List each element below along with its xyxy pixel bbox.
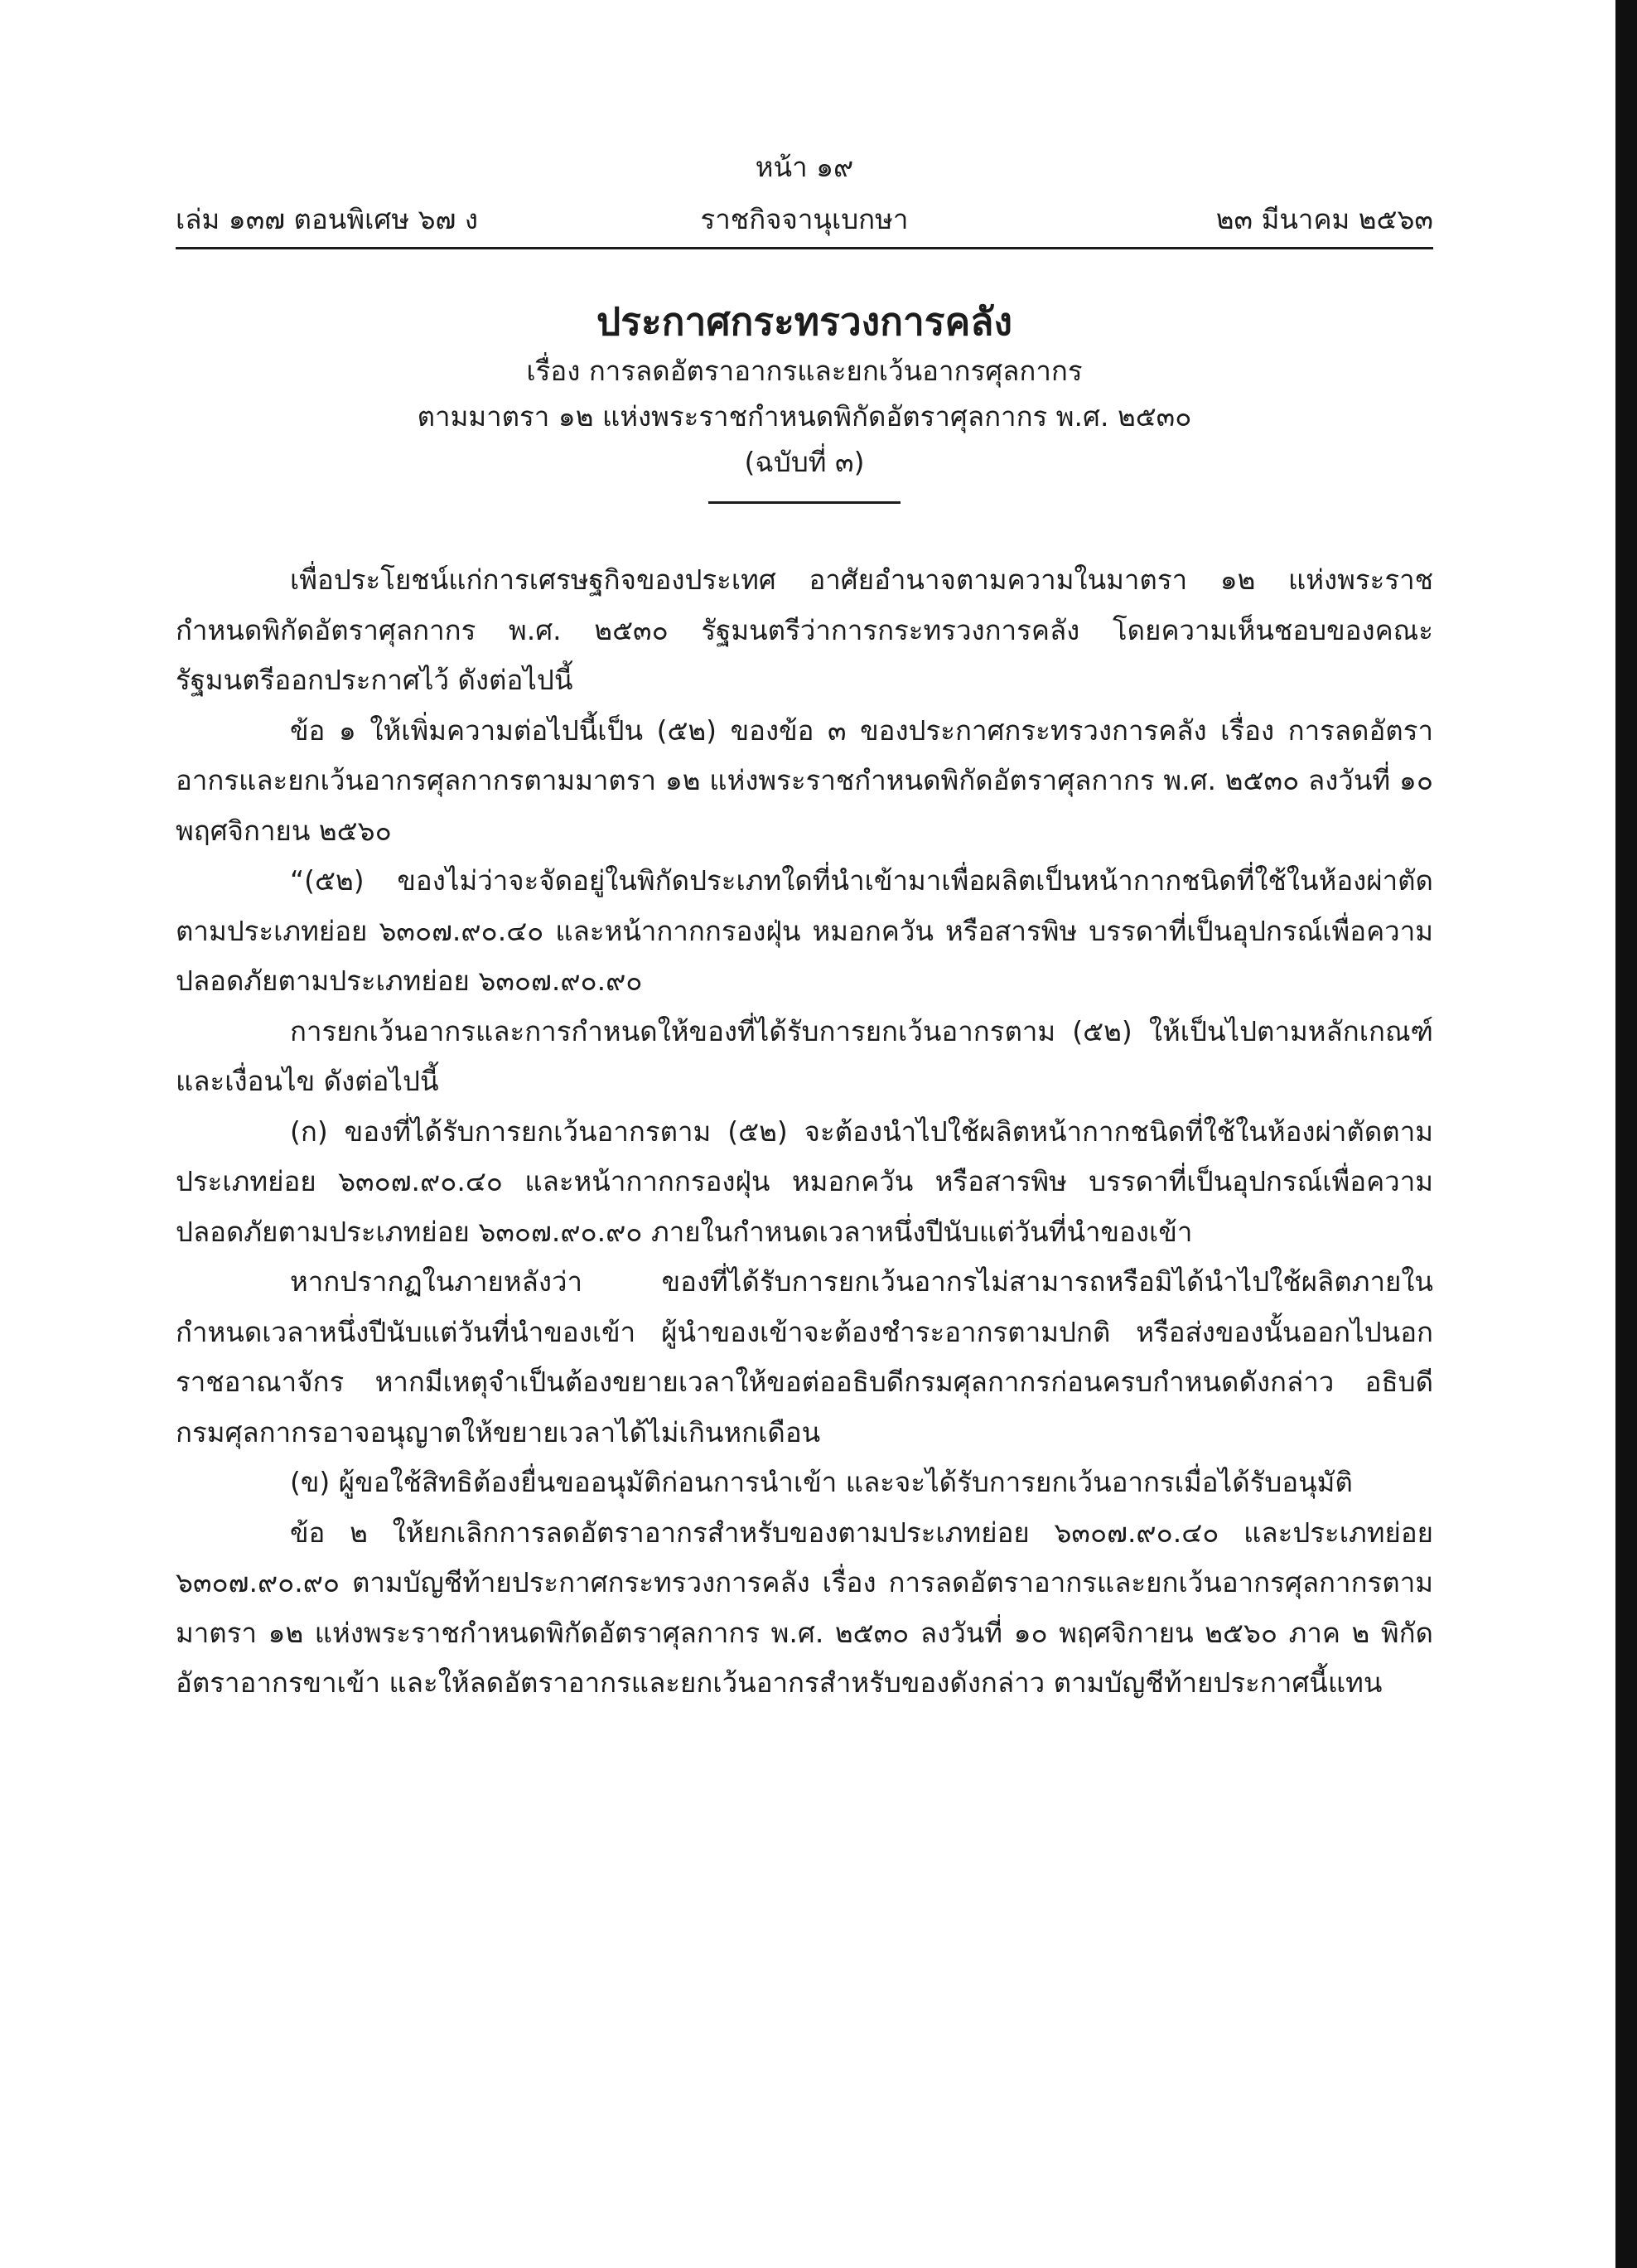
announcement-subject-line2: ตามมาตรา ๑๒ แห่งพระราชกำหนดพิกัดอัตราศุลกากร พ.ศ. ๒๕๓๐ — [417, 400, 1192, 433]
gazette-header-row — [176, 199, 1433, 240]
publication-name: ราชกิจจานุเบกษา — [700, 203, 909, 235]
paragraph-condition-a: (ก) ของที่ได้รับการยกเว้นอากรตาม (๕๒) จะต้องนำไปใช้ผลิตหน้ากากชนิดที่ใช้ในห้องผ่าตัดตามประเภทย่อย ๖๓๐๗.๙๐.๔๐ และหน้ากากกรองฝุ่น หมอกควัน หรือสารพิษ บรรดาที่เป็นอุปกรณ์เพื่อความปลอดภัยตามประเภทย่อย ๖๓๐๗.๙๐.๙๐ ภายในกำหนดเวลาหนึ่งปีนับแต่วันที่นำของเข้า — [176, 1115, 1433, 1248]
header-divider — [176, 247, 1433, 249]
title-divider — [708, 501, 901, 504]
announcement-heading — [176, 295, 1433, 504]
volume-issue: เล่ม ๑๓๗ ตอนพิเศษ ๖๗ ง — [176, 203, 478, 235]
scan-edge-border — [1615, 0, 1637, 2268]
paragraph-condition-b: (ข) ผู้ขอใช้สิทธิต้องยื่นขออนุมัติก่อนการนำเข้า และจะได้รับการยกเว้นอากรเมื่อได้รับอนุมัติ — [290, 1466, 1353, 1498]
announcement-edition: (ฉบับที่ ๓) — [744, 446, 865, 478]
page-number: หน้า ๑๙ — [755, 151, 854, 183]
paragraph-clause-2: ข้อ ๒ ให้ยกเลิกการลดอัตราอากรสำหรับของตามประเภทย่อย ๖๓๐๗.๙๐.๔๐ และประเภทย่อย ๖๓๐๗.๙๐.๙๐ ตามบัญชีท้ายประกาศกระทรวงการคลัง เรื่อง การลดอัตราอากรและยกเว้นอากรศุลกากรตามมาตรา ๑๒ แห่งพระราชกำหนดพิกัดอัตราศุลกากร พ.ศ. ๒๕๓๐ ลงวันที่ ๑๐ พฤศจิกายน ๒๕๖๐ ภาค ๒ พิกัดอัตราอากรขาเข้า และให้ลดอัตราอากรและยกเว้นอากรสำหรับของดังกล่าว ตามบัญชีท้ายประกาศนี้แทน — [176, 1516, 1433, 1699]
announcement-title: ประกาศกระทรวงการคลัง — [596, 299, 1012, 344]
announcement-body — [176, 555, 1433, 1709]
gazette-header — [176, 149, 1433, 255]
publication-date: ๒๓ มีนาคม ๒๕๖๓ — [1215, 203, 1433, 235]
paragraph-preamble: เพื่อประโยชน์แก่การเศรษฐกิจของประเทศ อาศัยอำนาจตามความในมาตรา ๑๒ แห่งพระราชกำหนดพิกัดอัตราศุลกากร พ.ศ. ๒๕๓๐ รัฐมนตรีว่าการกระทรวงการคลัง โดยความเห็นชอบของคณะรัฐมนตรีออกประกาศไว้ ดังต่อไปนี้ — [176, 563, 1433, 696]
announcement-subject: เรื่อง การลดอัตราอากรและยกเว้นอากรศุลกากร — [526, 355, 1083, 387]
paragraph-condition-a-penalty: หากปรากฏในภายหลังว่า ของที่ได้รับการยกเว้นอากรไม่สามารถหรือมิได้นำไปใช้ผลิตภายในกำหนดเวลาหนึ่งปีนับแต่วันที่นำของเข้า ผู้นำของเข้าจะต้องชำระอากรตามปกติ หรือส่งของนั้นออกไปนอกราชอาณาจักร หากมีเหตุจำเป็นต้องขยายเวลาให้ขอต่ออธิบดีกรมศุลกากรก่อนครบกำหนดดังกล่าว อธิบดีกรมศุลกากรอาจอนุญาตให้ขยายเวลาได้ไม่เกินหกเดือน — [176, 1265, 1433, 1448]
paragraph-clause-1: ข้อ ๑ ให้เพิ่มความต่อไปนี้เป็น (๕๒) ของข้อ ๓ ของประกาศกระทรวงการคลัง เรื่อง การลดอัตราอากรและยกเว้นอากรศุลกากรตามมาตรา ๑๒ แห่งพระราชกำหนดพิกัดอัตราศุลกากร พ.ศ. ๒๕๓๐ ลงวันที่ ๑๐ พฤศจิกายน ๒๕๖๐ — [176, 713, 1433, 847]
paragraph-item-52: “(๕๒) ของไม่ว่าจะจัดอยู่ในพิกัดประเภทใดที่นำเข้ามาเพื่อผลิตเป็นหน้ากากชนิดที่ใช้ในห้องผ่าตัดตามประเภทย่อย ๖๓๐๗.๙๐.๔๐ และหน้ากากกรองฝุ่น หมอกควัน หรือสารพิษ บรรดาที่เป็นอุปกรณ์เพื่อความปลอดภัยตามประเภทย่อย ๖๓๐๗.๙๐.๙๐ — [176, 864, 1433, 997]
paragraph-conditions: การยกเว้นอากรและการกำหนดให้ของที่ได้รับการยกเว้นอากรตาม (๕๒) ให้เป็นไปตามหลักเกณฑ์และเงื่อนไข ดังต่อไปนี้ — [176, 1014, 1433, 1097]
